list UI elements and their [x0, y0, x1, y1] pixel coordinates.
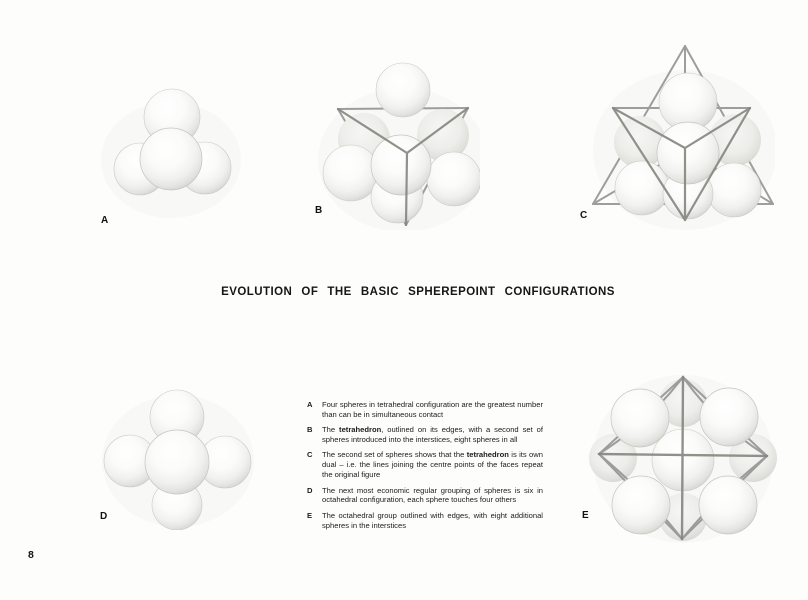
caption-b-key: B [307, 425, 313, 435]
figure-d-photo [100, 380, 270, 530]
caption-d [307, 486, 543, 506]
caption-c-key: C [307, 450, 313, 460]
octahedral-six-spheres-image [100, 380, 270, 530]
tetrahedron-dual-spheres-image [575, 30, 775, 230]
octahedron-outlined-spheres-image [585, 365, 780, 550]
figure-c-photo [575, 30, 775, 230]
caption-list [307, 400, 543, 536]
figure-d-label: D [100, 511, 108, 522]
figure-b-label: B [315, 205, 323, 216]
caption-a [307, 400, 543, 420]
caption-e [307, 511, 543, 531]
figure-e-photo [585, 365, 780, 550]
caption-b-text: The tetrahedron, outlined on its edges, with a second set of spheres introduced into the interstices, eight spheres in all [322, 425, 544, 445]
caption-c [307, 450, 543, 480]
figure-e-label: E [582, 510, 590, 521]
figure-a-label: A [101, 215, 109, 226]
page-title: EVOLUTION OF THE BASIC SPHEREPOINT CONFIGURATIONS [221, 286, 615, 298]
caption-c-text: The second set of spheres shows that the tetrahedron is its own dual – i.e. the lines joining the centre points of the faces repeat the original figure [322, 450, 543, 480]
caption-d-text: The next most economic regular grouping of spheres is six in octahedral configuration, each sphere touches four others [322, 485, 543, 505]
figure-b-photo [280, 55, 480, 230]
caption-e-key: E [307, 510, 313, 520]
caption-d-key: D [307, 485, 313, 495]
tetrahedral-four-spheres-image [95, 80, 245, 220]
caption-e-text: The octahedral group outlined with edges, with eight additional spheres in the interstices [322, 510, 543, 530]
caption-a-text: Four spheres in tetrahedral configuration are the greatest number than can be in simultaneous contact [322, 400, 543, 419]
page-number: 8 [28, 549, 34, 561]
tetrahedron-outlined-spheres-image [280, 55, 480, 230]
figure-c-label: C [580, 210, 588, 221]
caption-a-key: A [307, 400, 313, 409]
caption-b [307, 425, 543, 445]
figure-a-photo [95, 80, 245, 220]
